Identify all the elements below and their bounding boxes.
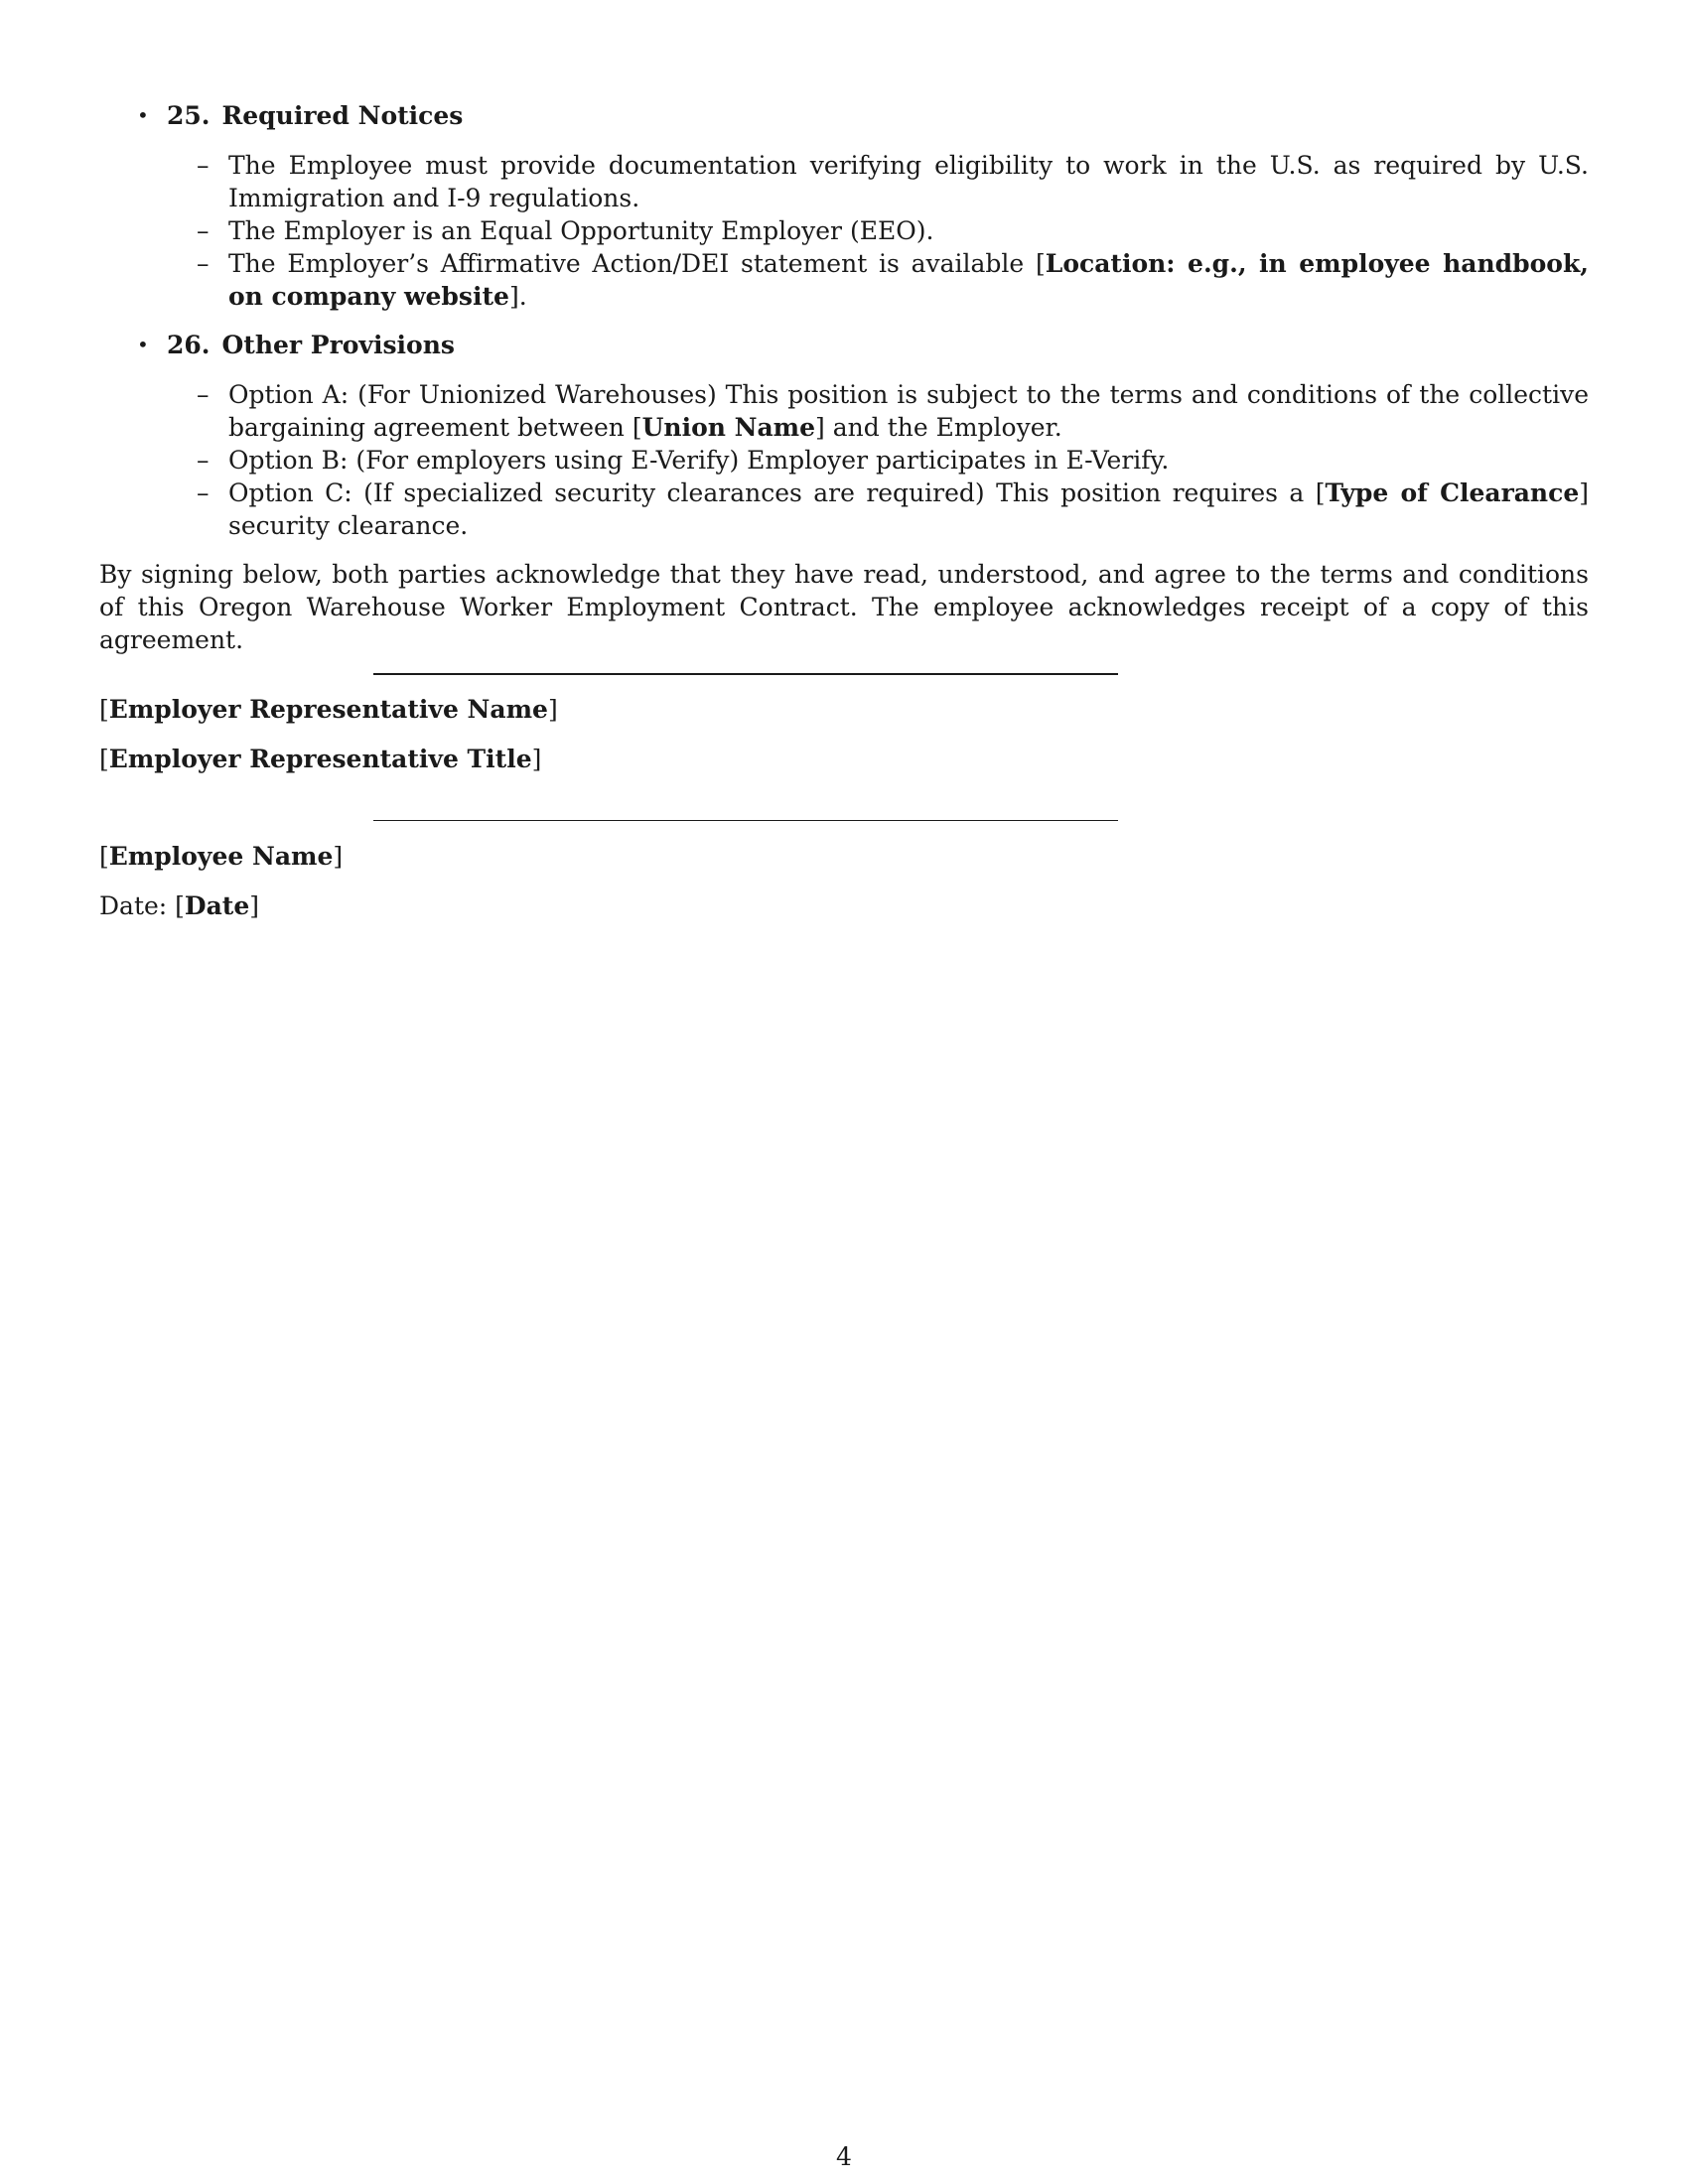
dash-icon: –	[197, 249, 210, 278]
list-item	[167, 477, 1589, 542]
acknowledgment-paragraph: By signing below, both parties acknowledge that they have read, understood, and agree to the terms and conditions of this Oregon Warehouse Worker Employment Contract. The employee acknowledges receipt of a copy of this agreement.	[99, 560, 1589, 654]
employer-title-placeholder: Employer Representative Title	[108, 745, 532, 773]
date-placeholder: Date	[184, 891, 250, 920]
list-item	[167, 378, 1589, 444]
dash-icon: –	[197, 478, 210, 507]
employer-name-placeholder: Employer Representative Name	[108, 695, 548, 724]
item-text: The Employer is an Equal Opportunity Employer (EEO).	[228, 216, 934, 245]
list-item	[167, 247, 1589, 313]
sections-list	[99, 99, 1589, 542]
item-text: Option A: (For Unionized Warehouses) This position is subject to the terms and conditions of the collective bargaining agreement between [	[228, 380, 1589, 442]
section-items	[167, 149, 1589, 313]
placeholder-text: Type of Clearance	[1325, 478, 1580, 507]
bullet-icon: •	[137, 333, 149, 356]
section-number: 25.	[167, 101, 211, 130]
employee-name: [Employee Name]	[99, 842, 344, 871]
item-text: ] and the Employer.	[815, 413, 1062, 442]
employer-signature-line	[373, 673, 1118, 675]
item-text: The Employer’s Affirmative Action/DEI statement is available [	[228, 249, 1046, 278]
item-text: ] security clearance.	[228, 478, 1590, 540]
section-title: Other Provisions	[221, 331, 455, 359]
list-item	[167, 149, 1589, 214]
list-item	[167, 444, 1589, 477]
dash-icon: –	[197, 216, 210, 245]
section-1	[99, 329, 1589, 542]
dash-icon: –	[197, 446, 210, 475]
employer-representative-name: [Employer Representative Name]	[99, 695, 558, 724]
section-0	[99, 99, 1589, 313]
list-item	[167, 214, 1589, 247]
signature-date: Date: [Date]	[99, 891, 260, 920]
item-text: Option C: (If specialized security clearances are required) This position requires a [	[228, 478, 1326, 507]
section-heading	[167, 329, 1589, 361]
date-label: Date:	[99, 891, 168, 920]
section-items	[167, 378, 1589, 542]
employer-representative-title: [Employer Representative Title]	[99, 745, 542, 773]
section-number: 26.	[167, 331, 211, 359]
employee-signature-line	[373, 820, 1118, 821]
placeholder-text: Location: e.g., in employee handbook, on company website	[228, 249, 1589, 311]
employee-name-placeholder: Employee Name	[108, 842, 334, 871]
item-text: The Employee must provide documentation verifying eligibility to work in the U.S. as required by U.S. Immigration and I-9 regulations.	[228, 151, 1589, 212]
placeholder-text: Union Name	[641, 413, 816, 442]
item-text: ].	[508, 282, 527, 311]
bullet-icon: •	[137, 103, 149, 127]
item-text: Option B: (For employers using E-Verify) Employer participates in E-Verify.	[228, 446, 1170, 475]
section-title: Required Notices	[221, 101, 464, 130]
page-number: 4	[836, 2142, 852, 2171]
dash-icon: –	[197, 380, 210, 409]
section-heading	[167, 99, 1589, 132]
dash-icon: –	[197, 151, 210, 180]
document-page	[99, 99, 1589, 656]
